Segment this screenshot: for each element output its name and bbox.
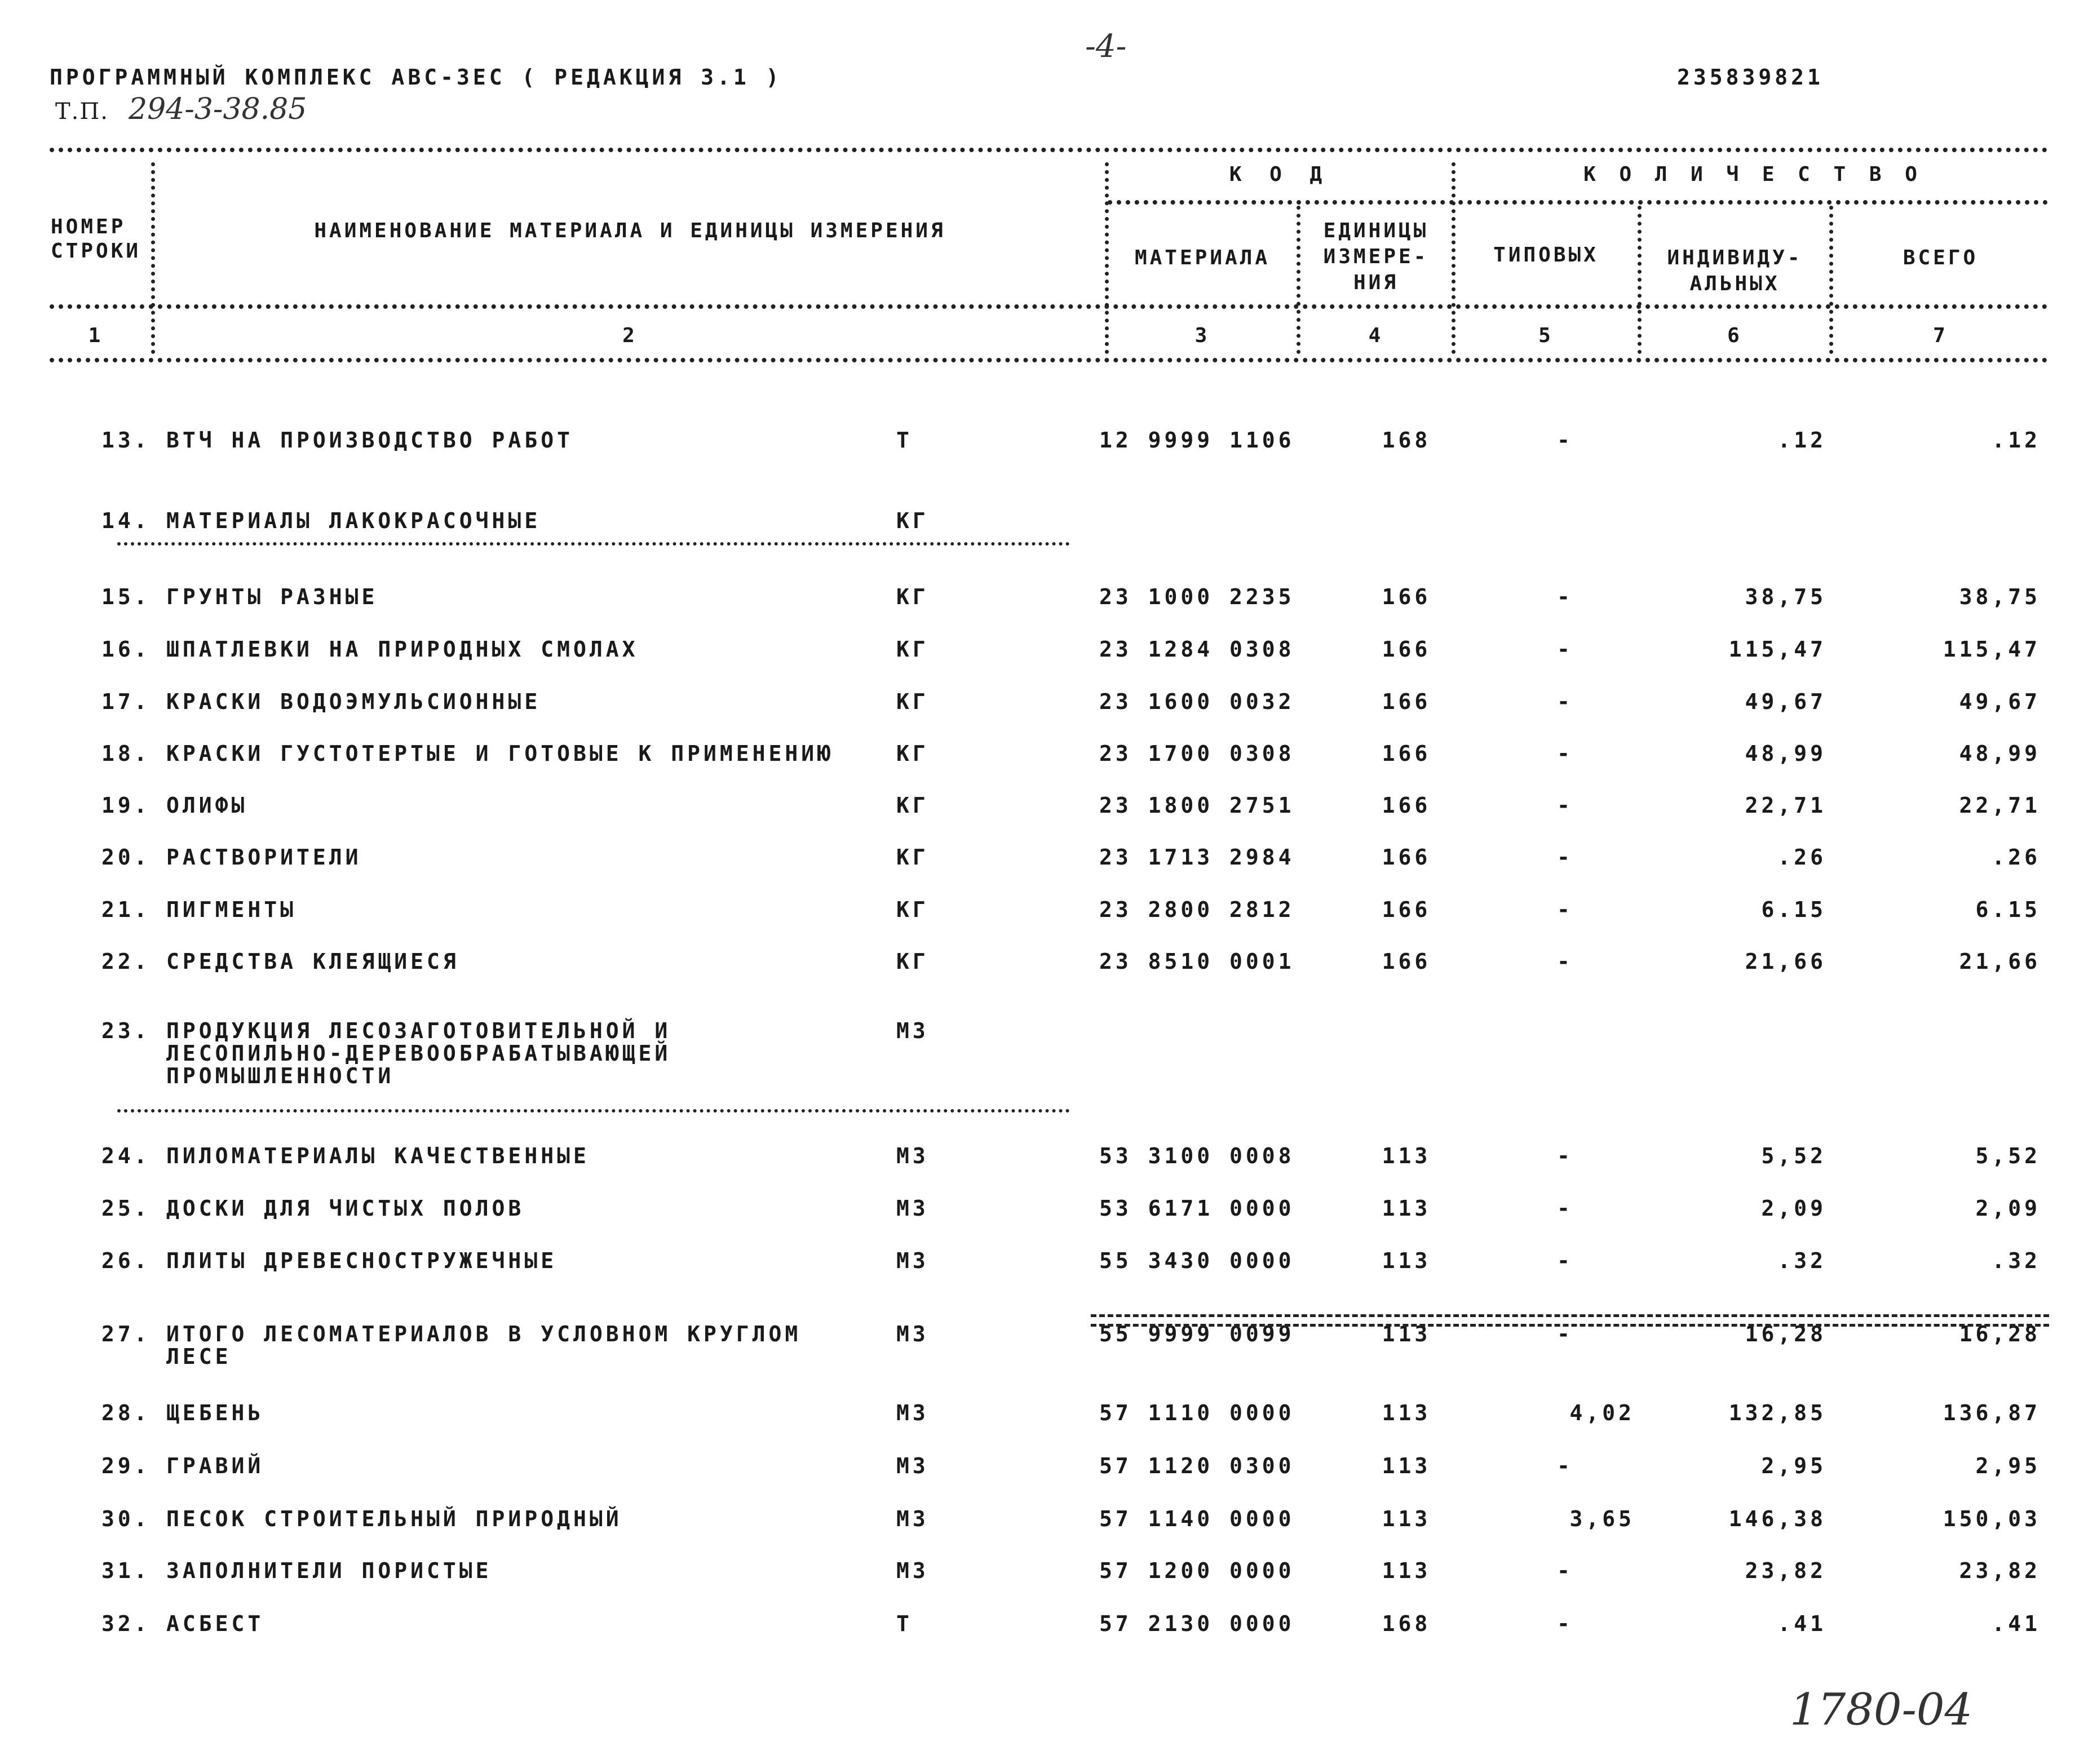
cell-total: 48,99	[1959, 741, 2041, 766]
cell-num: 13.	[101, 428, 151, 453]
header-col2: НАИМЕНОВАНИЕ МАТЕРИАЛА И ЕДИНИЦЫ ИЗМЕРЕНИЯ	[314, 219, 946, 242]
cell-typ: -	[1557, 428, 1573, 453]
cell-unit: М3	[896, 1322, 929, 1346]
cell-total: 21,66	[1959, 949, 2041, 974]
cell-ind: 6.15	[1761, 897, 1826, 922]
header-col4-line1: ЕДИНИЦЫ	[1323, 219, 1429, 242]
cell-typ: -	[1557, 1248, 1573, 1273]
cell-name: АСБЕСТ	[166, 1611, 264, 1636]
cell-name: ШПАТЛЕВКИ НА ПРИРОДНЫХ СМОЛАХ	[166, 637, 639, 662]
cell-ucode: 166	[1382, 584, 1431, 609]
cell-ind: 115,47	[1728, 637, 1826, 662]
col-separator	[1829, 206, 1833, 354]
cell-num: 23.	[101, 1018, 151, 1043]
cell-unit: КГ	[896, 508, 929, 533]
cell-code: 23 2800 2812	[1099, 897, 1295, 922]
cell-name: РАСТВОРИТЕЛИ	[166, 845, 362, 870]
cell-total: 23,82	[1959, 1558, 2041, 1583]
header-col7: ВСЕГО	[1903, 246, 1979, 269]
cell-num: 16.	[101, 637, 151, 662]
cell-unit: Т	[896, 428, 913, 453]
col-separator	[1105, 162, 1109, 354]
cell-num: 22.	[101, 949, 151, 974]
cell-name: ЩЕБЕНЬ	[166, 1400, 264, 1425]
cell-ind: .12	[1777, 428, 1826, 453]
cell-unit: КГ	[896, 845, 929, 870]
col-number: 2	[622, 324, 638, 347]
cell-unit: М3	[896, 1196, 929, 1221]
cell-ucode: 166	[1382, 741, 1431, 766]
total-double-rule	[1091, 1314, 2049, 1327]
cell-unit: М3	[896, 1248, 929, 1273]
cell-unit: КГ	[896, 949, 929, 974]
cell-name: ЗАПОЛНИТЕЛИ ПОРИСТЫЕ	[166, 1558, 492, 1583]
cell-total: 16,28	[1959, 1322, 2041, 1346]
cell-ucode: 113	[1382, 1453, 1431, 1478]
cell-code: 57 1140 0000	[1099, 1506, 1295, 1531]
header-bottom-rule	[50, 358, 2048, 362]
header-col6-line2: АЛЬНЫХ	[1689, 272, 1780, 295]
cell-name: ПИГМЕНТЫ	[166, 897, 297, 922]
cell-name: ЛЕСЕ	[166, 1344, 232, 1369]
cell-ucode: 166	[1382, 793, 1431, 818]
cell-num: 29.	[101, 1453, 151, 1478]
handwritten-footer: 1780-04	[1790, 1685, 1973, 1735]
col-number: 4	[1368, 324, 1384, 347]
cell-ucode: 113	[1382, 1144, 1431, 1168]
cell-typ: 3,65	[1569, 1506, 1635, 1531]
cell-ucode: 168	[1382, 1611, 1431, 1636]
cell-name: ПЕСОК СТРОИТЕЛЬНЫЙ ПРИРОДНЫЙ	[166, 1506, 622, 1531]
cell-ind: 23,82	[1745, 1558, 1826, 1583]
cell-num: 21.	[101, 897, 151, 922]
cell-ucode: 113	[1382, 1558, 1431, 1583]
cell-name: ЛЕСОПИЛЬНО-ДЕРЕВООБРАБАТЫВАЮЩЕЙ	[166, 1041, 671, 1066]
cell-name: ОЛИФЫ	[166, 793, 248, 818]
cell-code: 57 1110 0000	[1099, 1400, 1295, 1425]
cell-total: .26	[1992, 845, 2041, 870]
cell-code: 23 1800 2751	[1099, 793, 1295, 818]
cell-num: 30.	[101, 1506, 151, 1531]
cell-code: 12 9999 1106	[1099, 428, 1295, 453]
cell-typ: -	[1557, 845, 1573, 870]
cell-code: 53 6171 0000	[1099, 1196, 1295, 1221]
cell-ucode: 113	[1382, 1400, 1431, 1425]
cell-total: 150,03	[1943, 1506, 2041, 1531]
cell-num: 27.	[101, 1322, 151, 1346]
cell-unit: КГ	[896, 741, 929, 766]
cell-num: 26.	[101, 1248, 151, 1273]
cell-ind: 38,75	[1745, 584, 1826, 609]
cell-total: 2,95	[1975, 1453, 2041, 1478]
cell-unit: М3	[896, 1144, 929, 1168]
cell-ucode: 113	[1382, 1248, 1431, 1273]
project-label: Т.П.	[55, 99, 109, 125]
project-code: 294-3-38.85	[129, 92, 307, 126]
cell-num: 25.	[101, 1196, 151, 1221]
cell-ucode: 166	[1382, 897, 1431, 922]
cell-typ: -	[1557, 1611, 1573, 1636]
cell-total: .12	[1992, 428, 2041, 453]
cell-num: 31.	[101, 1558, 151, 1583]
cell-total: 115,47	[1943, 637, 2041, 662]
header-col5: ТИПОВЫХ	[1493, 243, 1599, 267]
cell-ind: 2,95	[1761, 1453, 1826, 1478]
cell-ind: 5,52	[1761, 1144, 1826, 1168]
cell-total: 38,75	[1959, 584, 2041, 609]
cell-total: .41	[1992, 1611, 2041, 1636]
section-underline	[117, 1109, 1070, 1113]
section-underline	[117, 542, 1070, 546]
cell-name: КРАСКИ ГУСТОТЕРТЫЕ И ГОТОВЫЕ К ПРИМЕНЕНИЮ	[166, 741, 834, 766]
cell-name: КРАСКИ ВОДОЭМУЛЬСИОННЫЕ	[166, 689, 541, 714]
col-number: 6	[1727, 324, 1742, 347]
cell-num: 17.	[101, 689, 151, 714]
cell-name: ВТЧ НА ПРОИЗВОДСТВО РАБОТ	[166, 428, 573, 453]
cell-typ: -	[1557, 584, 1573, 609]
cell-name: ПЛИТЫ ДРЕВЕСНОСТРУЖЕЧНЫЕ	[166, 1248, 558, 1273]
cell-name: ПРОМЫШЛЕННОСТИ	[166, 1063, 395, 1088]
cell-unit: М3	[896, 1018, 929, 1043]
cell-typ: -	[1557, 897, 1573, 922]
cell-ucode: 166	[1382, 637, 1431, 662]
cell-typ: -	[1557, 949, 1573, 974]
cell-unit: КГ	[896, 689, 929, 714]
cell-num: 24.	[101, 1144, 151, 1168]
cell-unit: КГ	[896, 584, 929, 609]
cell-typ: -	[1557, 637, 1573, 662]
cell-code: 23 1700 0308	[1099, 741, 1295, 766]
header-col4-line3: НИЯ	[1353, 271, 1399, 294]
cell-name: ИТОГО ЛЕСОМАТЕРИАЛОВ В УСЛОВНОМ КРУГЛОМ	[166, 1322, 802, 1346]
cell-unit: М3	[896, 1506, 929, 1531]
header-col4-line2: ИЗМЕРЕ-	[1323, 245, 1429, 268]
cell-ucode: 166	[1382, 949, 1431, 974]
cell-ind: .26	[1777, 845, 1826, 870]
header-col1-line1: НОМЕР	[51, 215, 126, 238]
cell-typ: -	[1557, 793, 1573, 818]
col-number: 1	[88, 324, 104, 347]
cell-ind: 48,99	[1745, 741, 1826, 766]
cell-typ: -	[1557, 1453, 1573, 1478]
header-top-rule	[50, 148, 2048, 152]
cell-name: СРЕДСТВА КЛЕЯЩИЕСЯ	[166, 949, 459, 974]
cell-total: .32	[1992, 1248, 2041, 1273]
cell-ind: 16,28	[1745, 1322, 1826, 1346]
cell-typ: -	[1557, 1196, 1573, 1221]
page-number: -4-	[1085, 28, 1127, 65]
cell-num: 32.	[101, 1611, 151, 1636]
cell-total: 6.15	[1975, 897, 2041, 922]
cell-code: 57 1200 0000	[1099, 1558, 1295, 1583]
cell-ind: .32	[1777, 1248, 1826, 1273]
cell-code: 23 8510 0001	[1099, 949, 1295, 974]
cell-code: 23 1600 0032	[1099, 689, 1295, 714]
cell-ucode: 166	[1382, 689, 1431, 714]
header-kolichestvo: К О Л И Ч Е С Т В О	[1583, 163, 1923, 186]
cell-unit: Т	[896, 1611, 913, 1636]
cell-num: 18.	[101, 741, 151, 766]
cell-num: 19.	[101, 793, 151, 818]
cell-name: ПРОДУКЦИЯ ЛЕСОЗАГОТОВИТЕЛЬНОЙ И	[166, 1018, 671, 1043]
cell-typ: -	[1557, 1558, 1573, 1583]
cell-num: 28.	[101, 1400, 151, 1425]
cell-ucode: 113	[1382, 1196, 1431, 1221]
cell-code: 57 1120 0300	[1099, 1453, 1295, 1478]
header-mid-rule	[50, 304, 2048, 309]
cell-unit: КГ	[896, 793, 929, 818]
cell-ind: 2,09	[1761, 1196, 1826, 1221]
header-kod: К О Д	[1229, 163, 1330, 186]
cell-name: ГРУНТЫ РАЗНЫЕ	[166, 584, 378, 609]
cell-total: 22,71	[1959, 793, 2041, 818]
cell-ucode: 113	[1382, 1506, 1431, 1531]
cell-ind: .41	[1777, 1611, 1826, 1636]
cell-name: ДОСКИ ДЛЯ ЧИСТЫХ ПОЛОВ	[166, 1196, 525, 1221]
kod-rule	[1108, 200, 2048, 205]
cell-total: 5,52	[1975, 1144, 2041, 1168]
cell-code: 53 3100 0008	[1099, 1144, 1295, 1168]
cell-total: 2,09	[1975, 1196, 2041, 1221]
document-id: 235839821	[1677, 65, 1824, 90]
cell-ind: 21,66	[1745, 949, 1826, 974]
cell-name: МАТЕРИАЛЫ ЛАКОКРАСОЧНЫЕ	[166, 508, 541, 533]
cell-num: 15.	[101, 584, 151, 609]
cell-typ: -	[1557, 689, 1573, 714]
cell-code: 23 1000 2235	[1099, 584, 1295, 609]
header-col3: МАТЕРИАЛА	[1134, 246, 1271, 269]
col-separator	[1638, 206, 1642, 354]
program-title: ПРОГРАММНЫЙ КОМПЛЕКС АВС-3ЕС ( РЕДАКЦИЯ 3.1 )	[50, 65, 782, 90]
header-col1-line2: СТРОКИ	[51, 240, 141, 263]
cell-typ: -	[1557, 1144, 1573, 1168]
cell-ind: 146,38	[1728, 1506, 1826, 1531]
cell-typ: -	[1557, 1322, 1573, 1346]
cell-ind: 49,67	[1745, 689, 1826, 714]
cell-num: 14.	[101, 508, 151, 533]
cell-ucode: 166	[1382, 845, 1431, 870]
cell-code: 55 3430 0000	[1099, 1248, 1295, 1273]
cell-unit: М3	[896, 1453, 929, 1478]
cell-total: 49,67	[1959, 689, 2041, 714]
cell-unit: КГ	[896, 637, 929, 662]
cell-num: 20.	[101, 845, 151, 870]
cell-ind: 22,71	[1745, 793, 1826, 818]
cell-unit: М3	[896, 1400, 929, 1425]
col-number: 7	[1933, 324, 1948, 347]
cell-unit: М3	[896, 1558, 929, 1583]
cell-code: 23 1284 0308	[1099, 637, 1295, 662]
header-col6-line1: ИНДИВИДУ-	[1667, 246, 1803, 269]
cell-name: ПИЛОМАТЕРИАЛЫ КАЧЕСТВЕННЫЕ	[166, 1144, 590, 1168]
cell-code: 57 2130 0000	[1099, 1611, 1295, 1636]
cell-name: ГРАВИЙ	[166, 1453, 264, 1478]
col-separator	[1297, 206, 1300, 354]
cell-typ: 4,02	[1569, 1400, 1635, 1425]
cell-code: 55 9999 0099	[1099, 1322, 1295, 1346]
cell-total: 136,87	[1943, 1400, 2041, 1425]
cell-ind: 132,85	[1728, 1400, 1826, 1425]
cell-ucode: 113	[1382, 1322, 1431, 1346]
col-separator	[151, 162, 155, 354]
cell-typ: -	[1557, 741, 1573, 766]
cell-unit: КГ	[896, 897, 929, 922]
col-separator	[1452, 162, 1455, 354]
cell-code: 23 1713 2984	[1099, 845, 1295, 870]
col-number: 5	[1538, 324, 1554, 347]
col-number: 3	[1195, 324, 1210, 347]
cell-ucode: 168	[1382, 428, 1431, 453]
